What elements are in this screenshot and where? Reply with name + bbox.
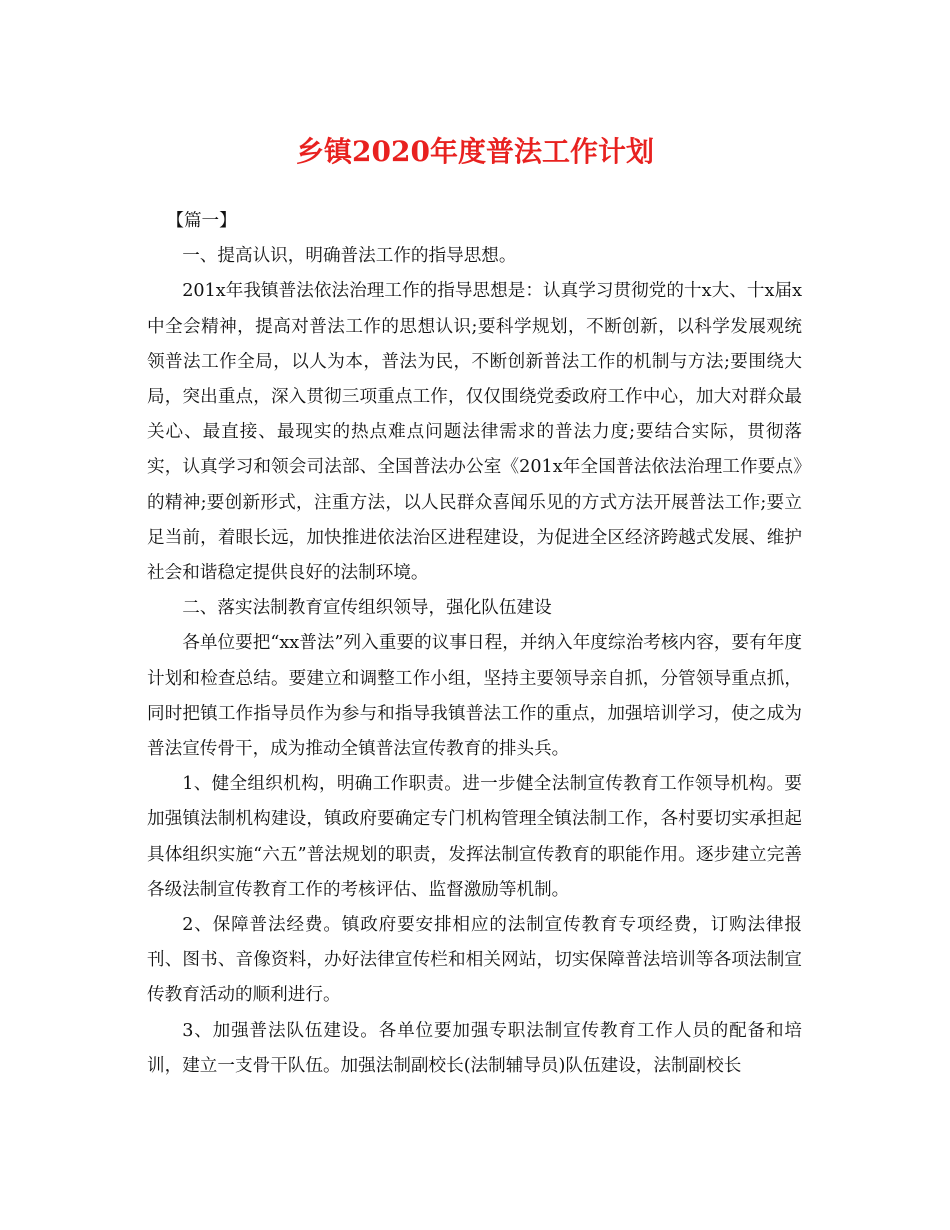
section-heading: 【篇一】 — [166, 211, 237, 231]
paragraph-item-3: 3、加强普法队伍建设。各单位要加强专职法制宣传教育工作人员的配备和培训，建立一支骨干队伍。加强法制副校长(法制辅导员)队伍建设，法制副校长 — [147, 1020, 802, 1076]
heading-2: 二、落实法制教育宣传组织领导，强化队伍建设 — [182, 598, 552, 619]
paragraph-item-2: 2、保障普法经费。镇政府要安排相应的法制宣传教育专项经费，订购法律报刊、图书、音像资料，办好法律宣传栏和相关网站，切实保障普法培训等各项法制宣传教育活动的顺利进行。 — [147, 915, 802, 1006]
paragraph-organization: 各单位要把“xx普法”列入重要的议事日程，并纳入年度综治考核内容，要有年度计划和检查总结。要建立和调整工作小组，坚持主要领导亲自抓，分管领导重点抓，同时把镇工作指导员作为参与和指导我镇普法工作的重点，加强培训学习，使之成为普法宣传骨干，成为推动全镇普法宣传教育的排头兵。 — [147, 633, 802, 760]
document-body — [147, 204, 802, 1084]
paragraph-guiding-thought: 201x年我镇普法依法治理工作的指导思想是：认真学习贯彻党的十x大、十x届x中全会精神，提高对普法工作的思想认识;要科学规划，不断创新，以科学发展观统领普法工作全局，以人为本，普法为民，不断创新普法工作的机制与方法;要围绕大局，突出重点，深入贯彻三项重点工作，仅仅围绕党委政府工作中心，加大对群众最关心、最直接、最现实的热点难点问题法律需求的普法力度;要结合实际，贯彻落实，认真学习和领会司法部、全国普法办公室《201x年全国普法依法治理工作要点》的精神;要创新形式，注重方法，以人民群众喜闻乐见的方式方法开展普法工作;要立足当前，着眼长远，加快推进依法治区进程建设，为促进全区经济跨越式发展、维护社会和谐稳定提供良好的法制环境。 — [147, 281, 802, 584]
document-title: 乡镇2020年度普法工作计划 — [296, 135, 654, 168]
paragraph-item-1: 1、健全组织机构，明确工作职责。进一步健全法制宣传教育工作领导机构。要加强镇法制机构建设，镇政府要确定专门机构管理全镇法制工作，各村要切实承担起具体组织实施“六五”普法规划的职责，发挥法制宣传教育的职能作用。逐步建立完善各级法制宣传教育工作的考核评估、监督激励等机制。 — [147, 774, 802, 900]
heading-1: 一、提高认识，明确普法工作的指导思想。 — [182, 246, 517, 267]
